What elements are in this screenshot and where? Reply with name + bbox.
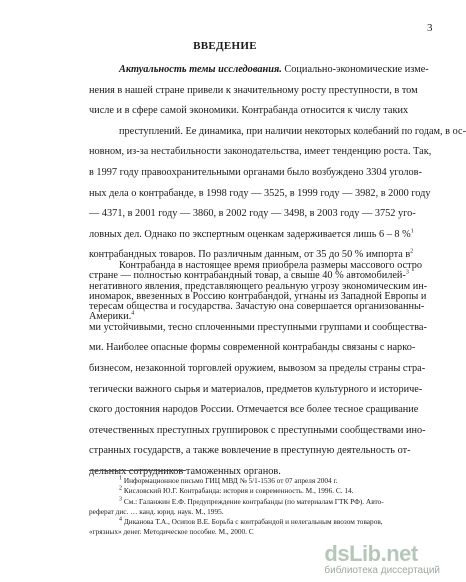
text-line: дельных сотрудников таможенных органов. xyxy=(89,465,281,477)
footnote-mark: 2 xyxy=(410,248,414,255)
text-line: Актуальность темы исследования. Социально-экономические изме- xyxy=(119,64,429,75)
text-line: иномарок, ввезенных в Россию контрабандой, угнаны из Западной Европы и xyxy=(89,290,427,302)
footnote-continuation: «грязных» денег. Методическое пособие. М., 2000. С xyxy=(89,527,254,537)
text-line: тересам общества и государства. Зачастую она совершается организованны- xyxy=(89,301,425,313)
watermark-subtitle: библиотека диссертаций xyxy=(324,565,440,576)
text-line: бизнесом, незаконной торговлей оружием, вывозом за пределы страны стра- xyxy=(89,362,426,374)
text-line: негативного явления, представляющего реальную угрозу экономическим ин- xyxy=(89,280,428,292)
footnote-number: 4 xyxy=(119,516,122,523)
text-line: тегически важного сырья и материалов, предметов культурного и историче- xyxy=(89,383,423,395)
footnotes xyxy=(89,476,389,538)
text-line: в 1997 году правоохранительными органами было возбуждено 3304 уголов- xyxy=(89,166,422,178)
text-line: числе и в сфере самой экономики. Контрабанда относится к числу таких xyxy=(89,105,409,117)
section-heading: ВВЕДЕНИЕ xyxy=(193,40,257,52)
footnote-number: 3 xyxy=(119,496,122,503)
page-number: 3 xyxy=(427,22,433,34)
text-line: ных дела о контрабанде, в 1998 году — 3525, в 1999 году — 3982, в 2000 году xyxy=(89,187,431,199)
footnote-mark: 3 xyxy=(405,269,409,276)
text-line: ми. Наиболее опасные формы современной контрабанды связаны с нарко- xyxy=(89,342,416,354)
text-line: преступлений. Ее динамика, при наличии некоторых колебаний по годам, в ос- xyxy=(119,125,466,137)
footnote-mark: 4 xyxy=(131,310,135,317)
text-line: Америки.$^4$ xyxy=(89,310,135,323)
footnote-divider xyxy=(89,470,186,471)
text-line: нения в нашей стране привели к значительному росту преступности, в том xyxy=(89,84,418,96)
footnote: $^2$ Кисловский Ю.Г. Контрабанда: история и современность. М., 1996. С. 14. xyxy=(119,485,354,496)
footnote: $^3$ См.: Галанжин Е.Ф. Предупреждение контрабанды (по материалам ГТК РФ). Авто- xyxy=(119,496,384,506)
text-line: Контрабанда в настоящее время приобрела размеры массового остро xyxy=(119,260,423,271)
text-line: — 4371, в 2001 году — 3860, в 2002 году — 3498, в 2003 году — 3752 уго- xyxy=(89,208,416,220)
footnote-continuation: реферат дис. … канд. юрид. наук. М., 1995. xyxy=(89,506,224,516)
text-line: новном, из-за нестабильности законодательства, имеет тенденцию роста. Так, xyxy=(89,146,432,158)
footnote-number: 2 xyxy=(119,485,122,492)
footnote-mark: 1 xyxy=(410,228,414,235)
footnote: $^1$ Информационное письмо ГИЦ МВД № 5/1-1536 от 07 апреля 2004 г. xyxy=(119,475,338,485)
text-line: странных государств, а также вовлечение в преступную деятельность от- xyxy=(89,445,411,457)
text-line: отечественных преступных группировок с преступными сообществами ино- xyxy=(89,424,426,436)
watermark-logo: dsLib.net xyxy=(324,541,418,566)
footnote: $^4$ Диканова Т.А., Осипов В.Е. Борьба с контрабандой и нелегальным ввозом товаров, xyxy=(119,516,383,527)
text-line: стране — полностью контрабандный товар, а свыше 40 % автомобилей-$^3$ xyxy=(89,269,409,281)
site-watermark[interactable] xyxy=(324,543,440,576)
text-line: ского достояния народов России. Отмечается все более тесное сращивание xyxy=(89,404,419,416)
text-line: ми устойчивыми, тесно сплоченными преступными группами и сообщества- xyxy=(89,321,427,333)
text-line: контрабандных товаров. По различным данным, от 35 до 50 % импорта $в^2$ xyxy=(89,248,414,261)
footnote-number: 1 xyxy=(119,475,122,482)
text-line: ловных дел. Однако по экспертным оценкам задерживается лишь 6 – 8 %$^1$ xyxy=(89,228,414,240)
paragraph-contraband xyxy=(89,256,428,483)
lead-phrase: Актуальность темы исследования. xyxy=(119,64,282,75)
